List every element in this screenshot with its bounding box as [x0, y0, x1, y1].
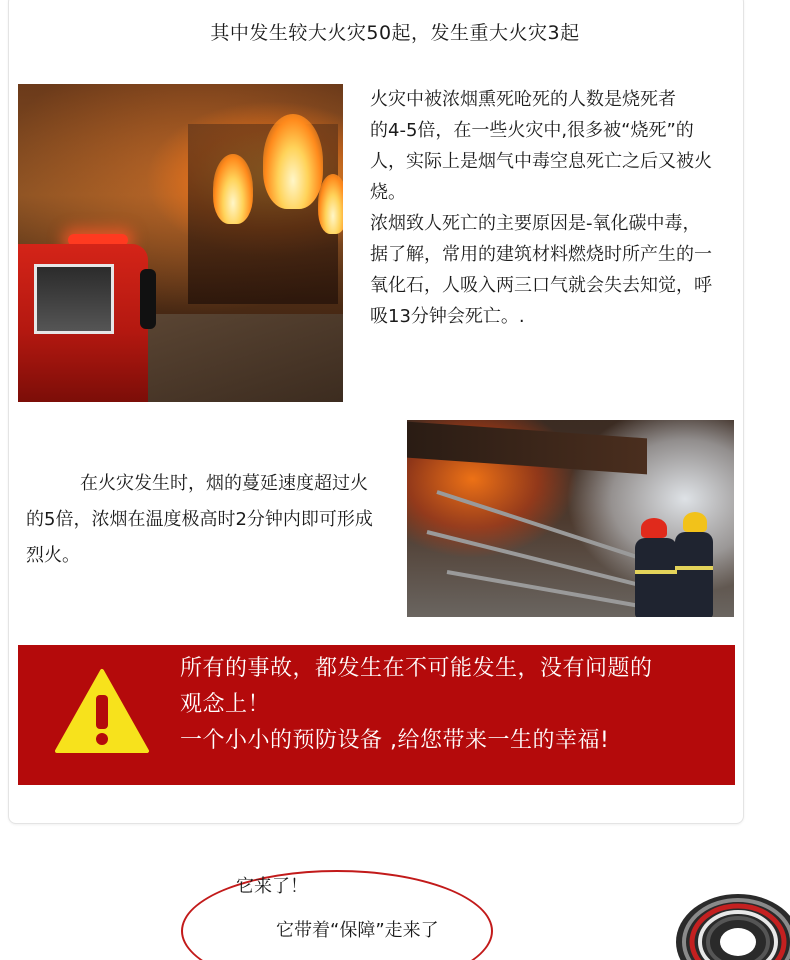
fire-truck-photo: [18, 84, 343, 402]
reflective-stripe: [675, 566, 713, 570]
banner-message: [180, 651, 730, 759]
headline: 其中发生较大火灾50起，发生重大火灾3起: [210, 22, 580, 44]
callout-line: 它来了！: [236, 876, 308, 897]
paragraph-line: [26, 466, 398, 502]
burning-roof: [407, 422, 647, 475]
banner-line: 观念上！: [180, 692, 271, 717]
smoke-danger-paragraph: [370, 84, 740, 332]
paragraph-line: 据了解，常用的建筑材料燃烧时所产生的一: [370, 244, 712, 265]
reflective-stripe: [635, 570, 677, 574]
warning-banner: [18, 645, 735, 785]
paragraph-line: 人，实际上是烟气中毒空息死亡之后又被火: [370, 151, 712, 172]
banner-line: 一个小小的预防设备 ,给您带来一生的幸福!: [180, 728, 610, 753]
metal-beam: [427, 530, 651, 590]
paragraph-text: 在火灾发生时，烟的蔓延速度超过火: [80, 473, 368, 494]
callout-line: 它带着“保障”走来了: [276, 920, 439, 941]
cable-reel-image: [668, 882, 790, 960]
flame: [213, 154, 253, 224]
paragraph-line: 烧。: [370, 182, 406, 203]
banner-line: 所有的事故，都发生在不可能发生，没有问题的: [180, 656, 653, 681]
firefighters-photo: [407, 420, 734, 617]
paragraph-line: 的5倍，浓烟在温度极高时2分钟内即可形成: [26, 509, 373, 530]
paragraph-line: 烈火。: [26, 545, 80, 566]
flame: [263, 114, 323, 209]
firefighter: [635, 538, 677, 617]
paragraph-line: 火灾中被浓烟熏死呛死的人数是烧死者: [370, 89, 676, 110]
yellow-helmet: [683, 512, 707, 532]
flame: [318, 174, 343, 234]
paragraph-line: 浓烟致人死亡的主要原因是-氧化碳中毒，: [370, 213, 701, 234]
truck-window: [34, 264, 114, 334]
paragraph-line: 的4-5倍，在一些火灾中,很多被“烧死”的: [370, 120, 694, 141]
metal-beam: [436, 490, 656, 565]
firefighter: [675, 532, 713, 617]
warning-triangle-icon: [54, 667, 150, 755]
paragraph-line: 吸13分钟会死亡。.: [370, 306, 525, 327]
callout-ellipse: [181, 870, 493, 960]
paragraph-line: 氧化石，人吸入两三口气就会失去知觉，呼: [370, 275, 712, 296]
truck-mirror: [140, 269, 156, 329]
red-helmet: [641, 518, 667, 538]
smoke-spread-paragraph: [26, 466, 398, 574]
